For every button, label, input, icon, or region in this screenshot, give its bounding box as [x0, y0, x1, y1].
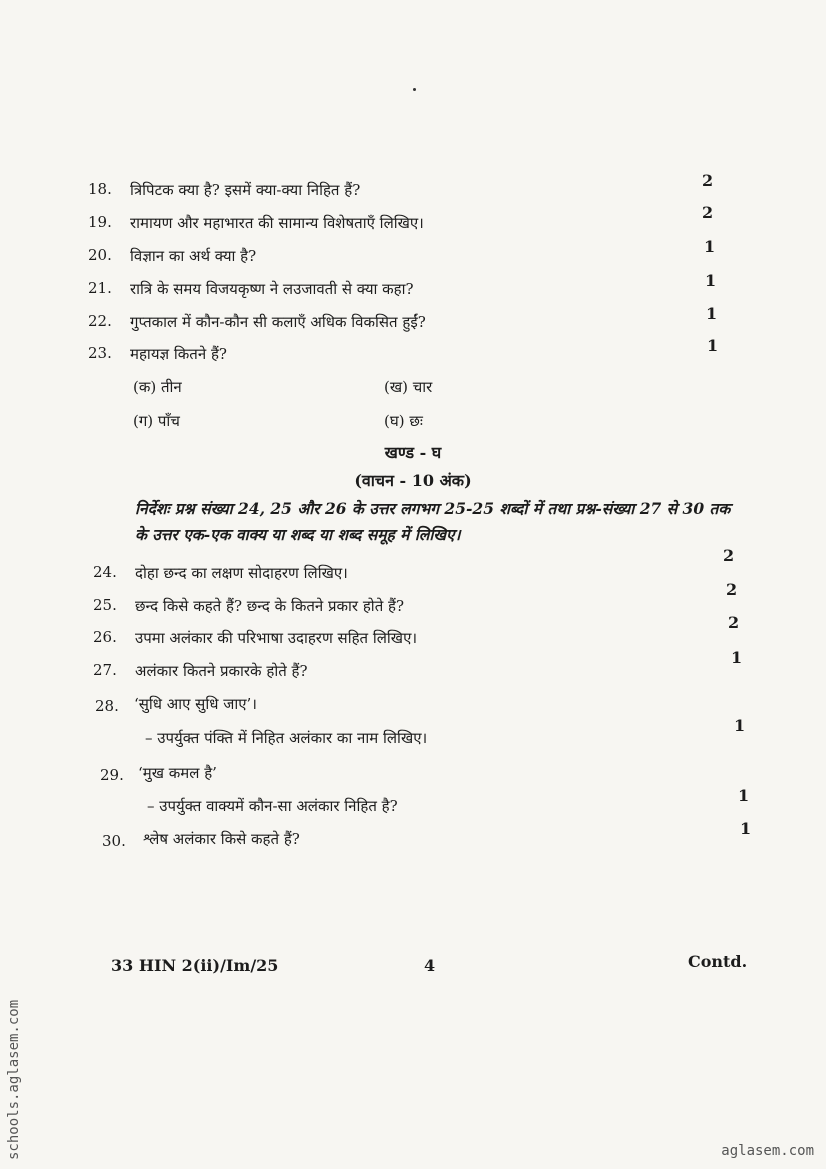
- question-number: 30.: [102, 832, 126, 850]
- question-text: अलंकार कितने प्रकारके होते हैं?: [135, 662, 308, 680]
- section-title: खण्ड - घ: [384, 443, 442, 462]
- question-marks: 1: [705, 271, 717, 290]
- option-c: (ग) पाँच: [133, 412, 180, 430]
- paper-code: 33 HIN 2(ii)/Im/25: [111, 956, 279, 975]
- question-text: ‘सुधि आए सुधि जाए’।: [134, 695, 257, 713]
- question-number: 25.: [93, 596, 117, 614]
- question-text: रामायण और महाभारत की सामान्य विशेषताएँ लिखिए।: [130, 214, 424, 232]
- question-text: ‘मुख कमल है’: [138, 764, 217, 782]
- question-text: दोहा छन्द का लक्षण सोदाहरण लिखिए।: [135, 564, 348, 582]
- question-subtext: – उपर्युक्त पंक्ति में निहित अलंकार का नाम लिखिए।: [145, 729, 428, 747]
- stray-dot: [413, 88, 416, 91]
- question-marks: 2: [728, 613, 740, 632]
- question-number: 26.: [93, 628, 117, 646]
- question-number: 24.: [93, 563, 117, 581]
- continued-label: Contd.: [688, 952, 748, 971]
- question-number: 29.: [100, 766, 124, 784]
- question-number: 19.: [88, 213, 112, 231]
- question-marks: 2: [702, 203, 714, 222]
- question-marks: 1: [707, 336, 719, 355]
- question-marks: 2: [702, 171, 714, 190]
- option-a: (क) तीन: [133, 378, 182, 396]
- section-instruction: निर्देशः प्रश्न संख्या 24, 25 और 26 के उत्तर लगभग 25-25 शब्दों में तथा प्रश्न-संख्या 27 से 30 तक के उत्तर एक-एक वाक्य या शब्द या शब्द समूह में लिखिए।: [135, 499, 731, 544]
- question-number: 27.: [93, 661, 117, 679]
- question-text: श्लेष अलंकार किसे कहते हैं?: [143, 830, 300, 848]
- question-marks: 2: [723, 546, 735, 565]
- side-watermark: schools.aglasem.com: [6, 999, 22, 1160]
- question-text: उपमा अलंकार की परिभाषा उदाहरण सहित लिखिए।: [135, 629, 418, 647]
- question-number: 23.: [88, 344, 112, 362]
- question-marks: 1: [731, 648, 743, 667]
- question-text: त्रिपिटक क्या है? इसमें क्या-क्या निहित हैं?: [130, 181, 361, 199]
- question-number: 21.: [88, 279, 112, 297]
- section-subtitle: (वाचन - 10 अंक): [354, 471, 472, 490]
- question-marks: 1: [740, 819, 752, 838]
- question-number: 20.: [88, 246, 112, 264]
- option-d: (घ) छः: [384, 412, 423, 430]
- question-marks: 1: [706, 304, 718, 323]
- question-marks: 1: [738, 786, 750, 805]
- question-number: 22.: [88, 312, 112, 330]
- page-number: 4: [424, 956, 436, 975]
- question-marks: 1: [704, 237, 716, 256]
- question-marks: 2: [726, 580, 738, 599]
- question-subtext: – उपर्युक्त वाक्यमें कौन-सा अलंकार निहित है?: [147, 797, 398, 815]
- question-marks: 1: [734, 716, 746, 735]
- option-b: (ख) चार: [384, 378, 433, 396]
- question-number: 18.: [88, 180, 112, 198]
- corner-watermark: aglasem.com: [721, 1143, 814, 1159]
- question-text: रात्रि के समय विजयकृष्ण ने लउजावती से क्या कहा?: [130, 280, 414, 298]
- question-text: गुप्तकाल में कौन-कौन सी कलाएँ अधिक विकसित हुईं?: [130, 313, 426, 331]
- question-text: महायज्ञ कितने हैं?: [130, 345, 227, 363]
- question-text: छन्द किसे कहते हैं? छन्द के कितने प्रकार होते हैं?: [135, 597, 405, 615]
- question-number: 28.: [95, 697, 119, 715]
- question-text: विज्ञान का अर्थ क्या है?: [130, 247, 257, 265]
